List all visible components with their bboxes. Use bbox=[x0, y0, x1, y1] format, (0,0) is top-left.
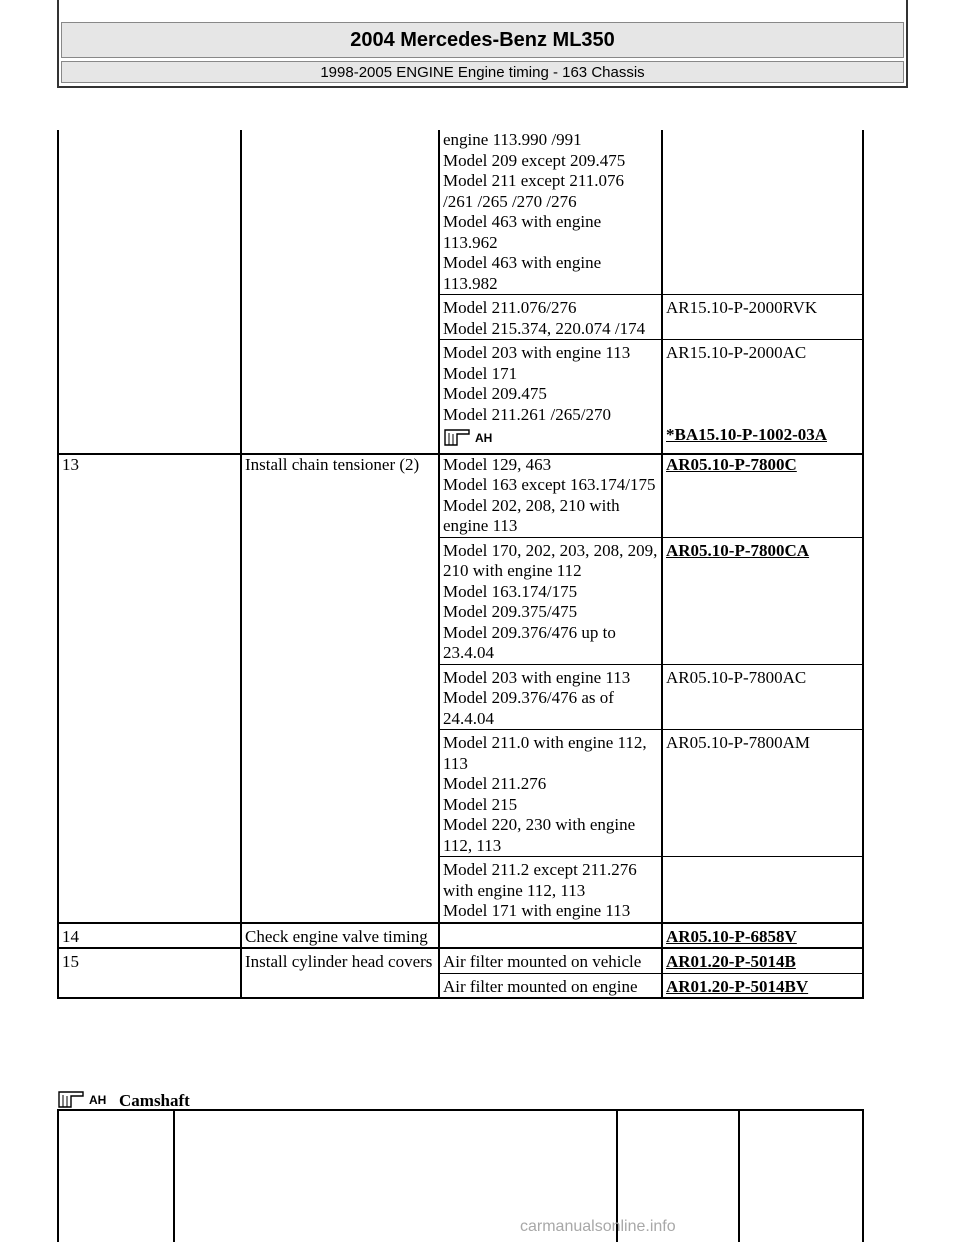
step-cell bbox=[58, 454, 241, 923]
table-row bbox=[58, 948, 863, 973]
note-reference-link[interactable]: *BA15.10-P-1002-03A bbox=[666, 425, 828, 444]
reference-text: AR15.10-P-2000AC bbox=[666, 343, 807, 362]
watermark: carmanualsonline.info bbox=[520, 1218, 676, 1235]
model-text: Model 203 with engine 113 Model 171 Model 209.475 Model 211.261 /265/270 bbox=[443, 343, 631, 424]
pointing-hand-icon bbox=[443, 425, 503, 453]
reference-cell bbox=[662, 537, 863, 664]
reference-link[interactable]: AR01.20-P-5014BV bbox=[666, 976, 809, 996]
model-cell bbox=[439, 295, 662, 340]
reference-cell bbox=[662, 454, 863, 538]
model-cell bbox=[439, 130, 662, 295]
step-number: 13 bbox=[62, 454, 79, 474]
table-cell bbox=[58, 1110, 174, 1242]
model-text: Model 211.076/276 Model 215.374, 220.074 /174 bbox=[443, 298, 646, 338]
operation-cell bbox=[241, 923, 439, 949]
model-text: Model 211.2 except 211.276 with engine 112, 113 Model 171 with engine 113 bbox=[443, 860, 637, 920]
model-cell bbox=[439, 454, 662, 538]
reference-cell bbox=[662, 973, 863, 998]
reference-cell bbox=[662, 340, 863, 454]
model-cell bbox=[439, 664, 662, 730]
reference-link[interactable]: AR05.10-P-6858V bbox=[666, 926, 797, 946]
model-cell bbox=[439, 340, 662, 454]
note-icon-label: AH bbox=[475, 431, 493, 445]
camshaft-table bbox=[57, 1109, 864, 1242]
page-title: 2004 Mercedes-Benz ML350 bbox=[61, 22, 904, 58]
step-number: 15 bbox=[62, 952, 79, 971]
reference-text: AR05.10-P-7800AM bbox=[666, 733, 811, 752]
model-cell bbox=[439, 973, 662, 998]
operation-text: Install cylinder head covers bbox=[245, 952, 433, 971]
reference-text: AR05.10-P-7800AC bbox=[666, 667, 807, 687]
operation-cell bbox=[241, 948, 439, 998]
model-cell bbox=[439, 857, 662, 923]
reference-link[interactable]: AR01.20-P-5014B bbox=[666, 952, 796, 971]
reference-cell bbox=[662, 664, 863, 730]
step-cell bbox=[58, 948, 241, 998]
operation-cell bbox=[241, 454, 439, 923]
model-cell bbox=[439, 948, 662, 973]
table-row bbox=[58, 454, 863, 538]
model-cell bbox=[439, 537, 662, 664]
reference-text: AR15.10-P-2000RVK bbox=[666, 298, 818, 317]
table-row bbox=[58, 130, 863, 295]
reference-link[interactable]: AR05.10-P-7800C bbox=[666, 454, 797, 474]
step-cell bbox=[58, 130, 241, 454]
reference-cell bbox=[662, 730, 863, 857]
model-cell bbox=[439, 730, 662, 857]
page-subtitle: 1998-2005 ENGINE Engine timing - 163 Chassis bbox=[61, 61, 904, 83]
reference-cell bbox=[662, 130, 863, 295]
model-text: Model 203 with engine 113 Model 209.376/476 as of 24.4.04 bbox=[443, 667, 631, 728]
model-text: engine 113.990 /991 Model 209 except 209.475 Model 211 except 211.076 /261 /265 /270 /276 Model 463 with engine 113.962 Model 463 with engine 113.982 bbox=[443, 130, 626, 293]
section-title: Camshaft bbox=[119, 1090, 190, 1110]
model-text: Model 211.0 with engine 112, 113 Model 211.276 Model 215 Model 220, 230 with engine 112, 113 bbox=[443, 733, 647, 855]
table-row bbox=[58, 923, 863, 949]
model-text: Air filter mounted on engine bbox=[443, 976, 638, 996]
operation-cell bbox=[241, 130, 439, 454]
reference-link[interactable]: AR05.10-P-7800CA bbox=[666, 540, 810, 560]
reference-cell bbox=[662, 923, 863, 949]
table-cell bbox=[739, 1110, 863, 1242]
table-row bbox=[58, 1110, 863, 1242]
model-text: Model 170, 202, 203, 208, 209, 210 with engine 112 Model 163.174/175 Model 209.375/475 Model 209.376/476 up to 23.4.04 bbox=[443, 540, 658, 662]
reference-cell bbox=[662, 948, 863, 973]
operation-text: Install chain tensioner (2) bbox=[245, 454, 420, 474]
step-number: 14 bbox=[62, 926, 79, 946]
reference-cell bbox=[662, 295, 863, 340]
model-cell bbox=[439, 923, 662, 949]
procedure-table bbox=[57, 130, 864, 999]
operation-text: Check engine valve timing bbox=[245, 926, 428, 946]
model-text: Model 129, 463 Model 163 except 163.174/175 Model 202, 208, 210 with engine 113 bbox=[443, 454, 656, 535]
note-icon-label: AH bbox=[89, 1093, 107, 1107]
reference-cell bbox=[662, 857, 863, 923]
model-text: Air filter mounted on vehicle bbox=[443, 952, 642, 971]
step-cell bbox=[58, 923, 241, 949]
